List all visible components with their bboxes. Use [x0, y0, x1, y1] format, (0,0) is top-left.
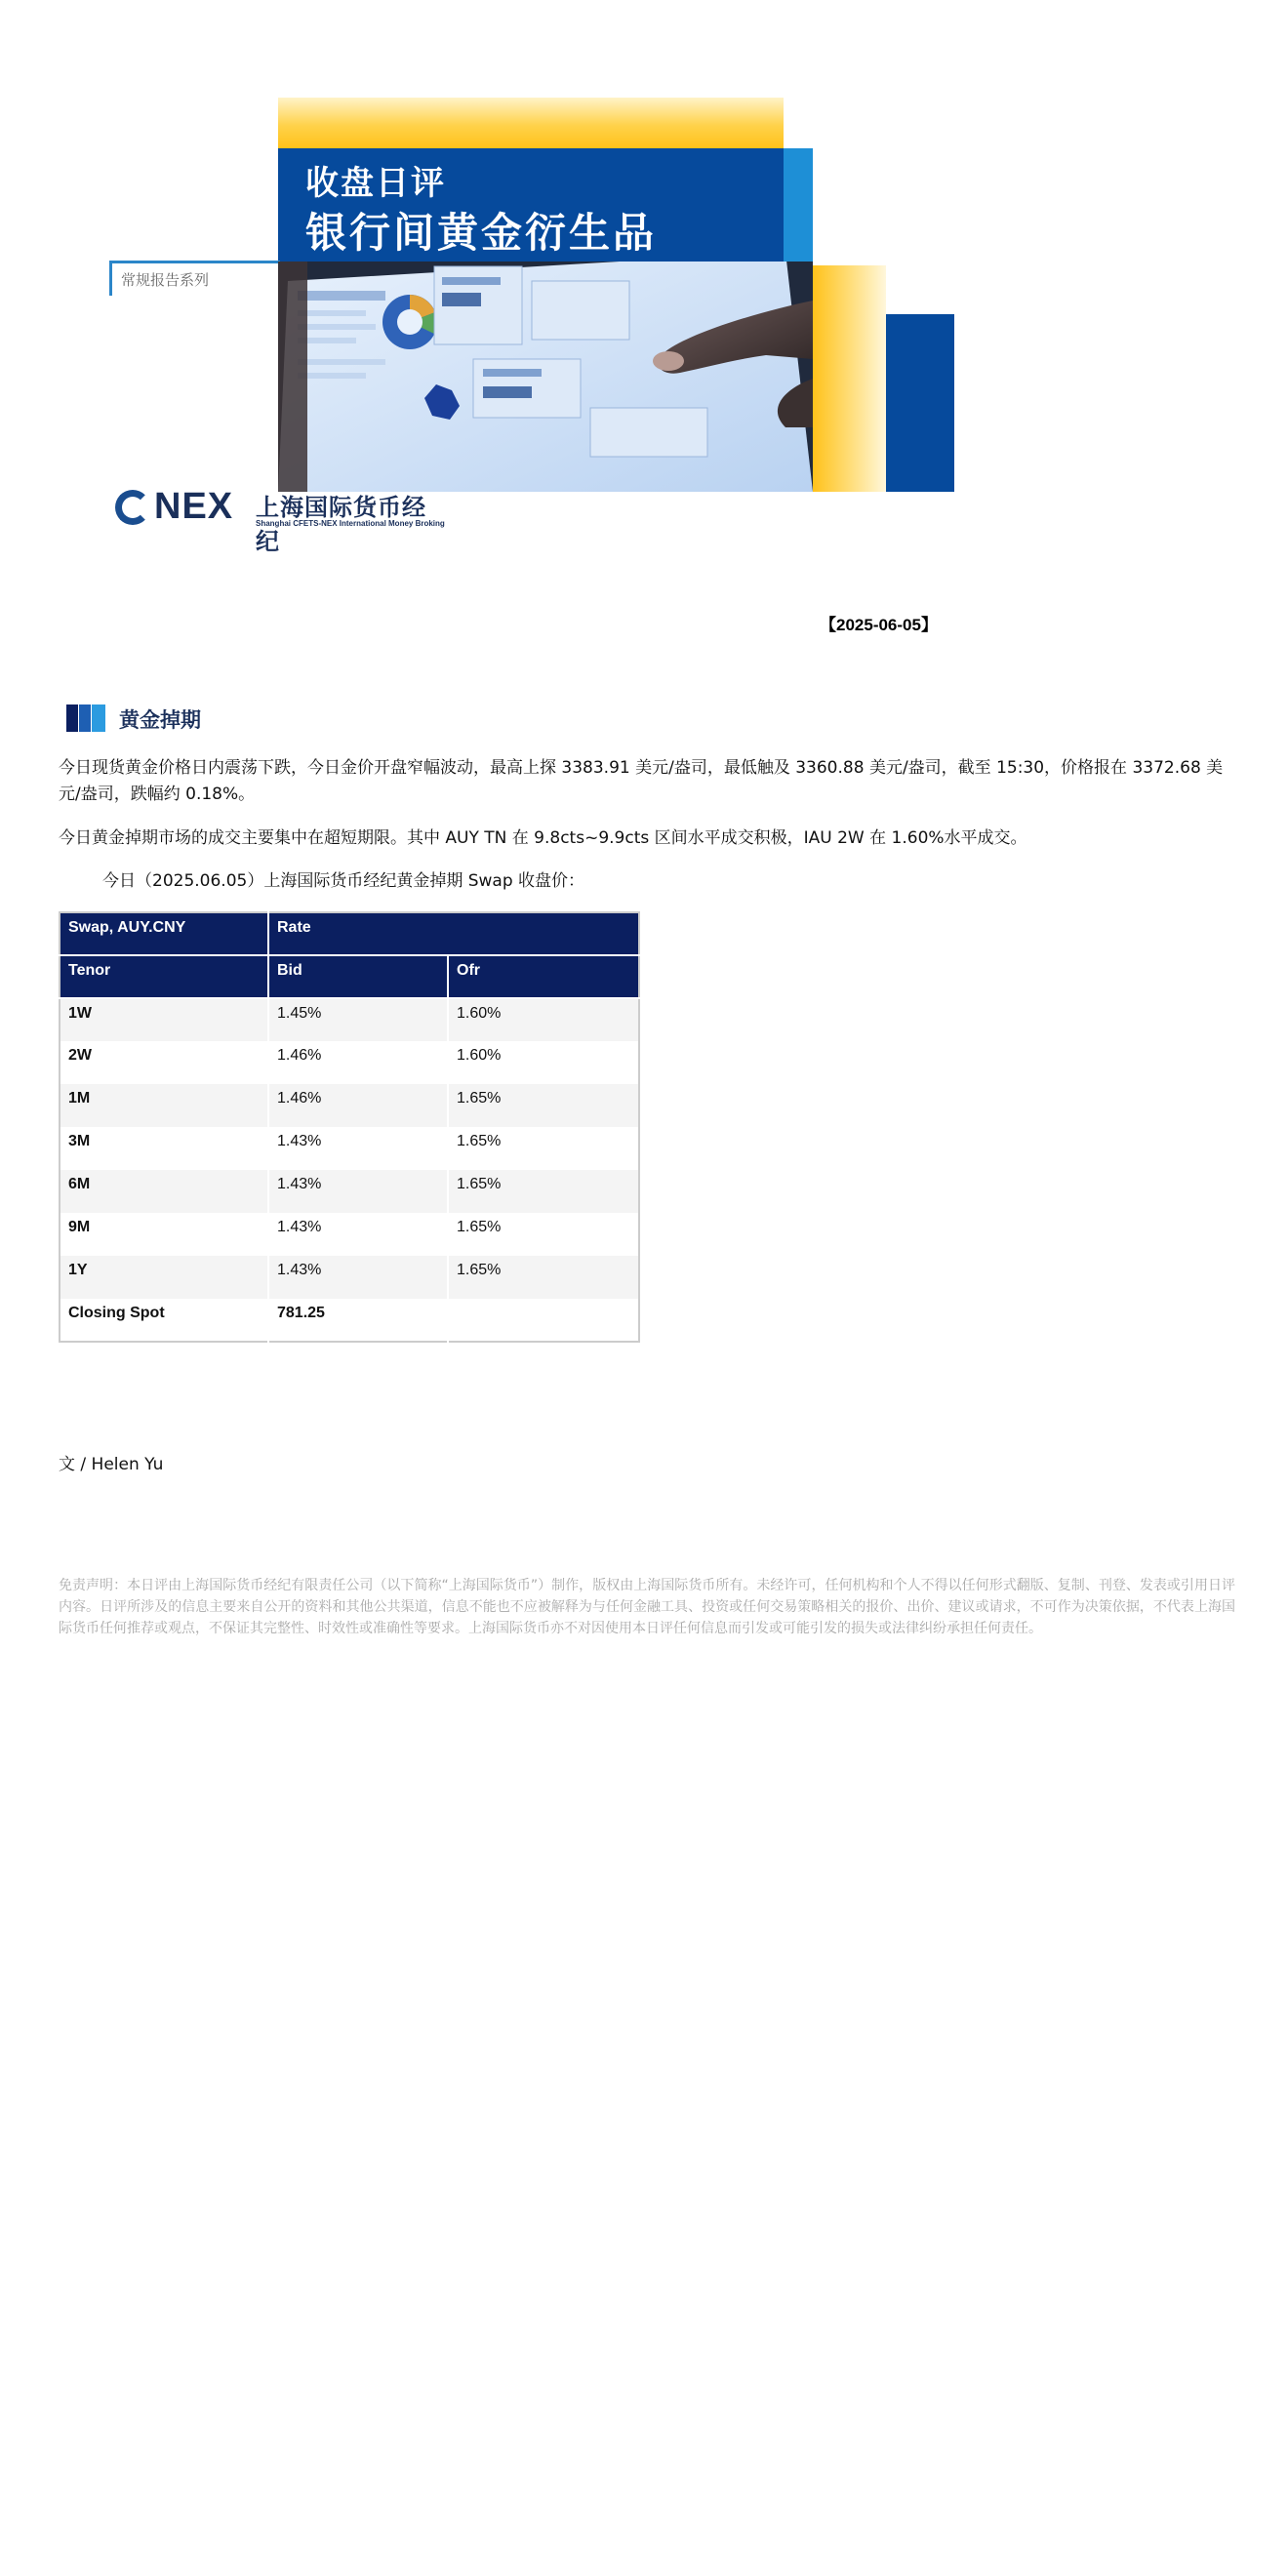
ofr-cell: 1.65%	[448, 1127, 639, 1170]
section-bars-icon	[66, 704, 107, 732]
table-row	[60, 1127, 639, 1170]
banner-blue-side-block	[886, 314, 954, 492]
table-row	[60, 1170, 639, 1213]
bid-cell: 1.43%	[268, 1213, 448, 1256]
tenor-cell: 1M	[60, 1084, 268, 1127]
banner-gold-side-block	[813, 265, 886, 492]
table-subheader-row	[60, 955, 639, 998]
series-label: 常规报告系列	[121, 271, 210, 289]
table-header-tenor: Tenor	[60, 955, 268, 998]
tenor-cell: 3M	[60, 1127, 268, 1170]
logo-name-cn: 上海国际货币经纪	[256, 494, 426, 555]
closing-spot-label: Closing Spot	[60, 1299, 268, 1342]
table-row	[60, 1213, 639, 1256]
table-header-swap: Swap, AUY.CNY	[60, 912, 268, 955]
logo-brand: NEX	[154, 486, 234, 527]
series-divider-bar	[109, 261, 112, 296]
closing-spot-row	[60, 1299, 639, 1342]
report-date: 【2025-06-05】	[820, 616, 938, 634]
ofr-cell: 1.65%	[448, 1084, 639, 1127]
ofr-cell: 1.65%	[448, 1256, 639, 1299]
table-intro-paragraph: 今日（2025.06.05）上海国际货币经纪黄金掉期 Swap 收盘价：	[102, 871, 585, 891]
bid-cell: 1.46%	[268, 1041, 448, 1084]
logo-c-mark-icon	[115, 490, 150, 525]
disclaimer-text: 免责声明：本日评由上海国际货币经纪有限责任公司（以下简称“上海国际货币”）制作，版权由上海国际货币所有。未经许可，任何机构和个人不得以任何形式翻版、复制、刊登、发表或引用日评内容。日评所涉及的信息主要来自公开的资料和其他公共渠道，信息不能也不应被解释为与任何金融工具、投资或任何交易策略相关的报价、出价、建议或请求，不可作为决策依据，不代表上海国际货币任何推荐或观点，不保证其完整性、时效性或准确性等要求。上海国际货币亦不对因使用本日评任何信息而引发或可能引发的损失或法律纠纷承担任何责任。	[59, 1578, 1235, 1636]
ofr-cell: 1.65%	[448, 1213, 639, 1256]
bid-cell: 1.46%	[268, 1084, 448, 1127]
tablet-dashboard-photo	[278, 262, 813, 492]
closing-spot-value: 781.25	[268, 1299, 448, 1342]
series-divider	[109, 261, 280, 263]
tablet-dashboard-illustration	[278, 262, 813, 492]
ofr-cell: 1.60%	[448, 1041, 639, 1084]
author-byline: 文 / Helen Yu	[59, 1455, 164, 1474]
ofr-cell: 1.65%	[448, 1170, 639, 1213]
table-header-row	[60, 912, 639, 955]
bid-cell: 1.45%	[268, 998, 448, 1041]
bid-cell: 1.43%	[268, 1256, 448, 1299]
company-logo	[115, 486, 447, 555]
table-row	[60, 1084, 639, 1127]
table-row	[60, 1256, 639, 1299]
table-header-ofr: Ofr	[448, 955, 639, 998]
bid-cell: 1.43%	[268, 1127, 448, 1170]
banner-accent-strip	[784, 148, 813, 262]
tenor-cell: 2W	[60, 1041, 268, 1084]
market-summary-paragraph: 今日现货黄金价格日内震荡下跌，今日金价开盘窄幅波动，最高上探 3383.91 美元/盎司，最低触及 3360.88 美元/盎司，截至 15:30，价格报在 3372.68 美元/盎司，跌幅约 0.18%。	[59, 758, 1224, 804]
table-row	[60, 1041, 639, 1084]
tenor-cell: 9M	[60, 1213, 268, 1256]
table-header-rate: Rate	[268, 912, 639, 955]
swap-closing-table	[59, 911, 640, 1343]
section-title: 黄金掉期	[119, 708, 201, 732]
bid-cell: 1.43%	[268, 1170, 448, 1213]
table-row	[60, 998, 639, 1041]
logo-name-en: Shanghai CFETS-NEX International Money Broking	[256, 519, 445, 528]
closing-spot-empty-cell	[448, 1299, 639, 1342]
trading-summary-paragraph: 今日黄金掉期市场的成交主要集中在超短期限。其中 AUY TN 在 9.8cts~9.9cts 区间水平成交积极，IAU 2W 在 1.60%水平成交。	[59, 828, 1027, 848]
tenor-cell: 1Y	[60, 1256, 268, 1299]
tenor-cell: 6M	[60, 1170, 268, 1213]
table-header-bid: Bid	[268, 955, 448, 998]
ofr-cell: 1.60%	[448, 998, 639, 1041]
banner-title-line2: 银行间黄金衍生品	[305, 209, 658, 257]
tenor-cell: 1W	[60, 998, 268, 1041]
report-banner	[0, 0, 1288, 555]
banner-title-line1: 收盘日评	[305, 164, 446, 203]
banner-gold-block	[278, 98, 784, 148]
